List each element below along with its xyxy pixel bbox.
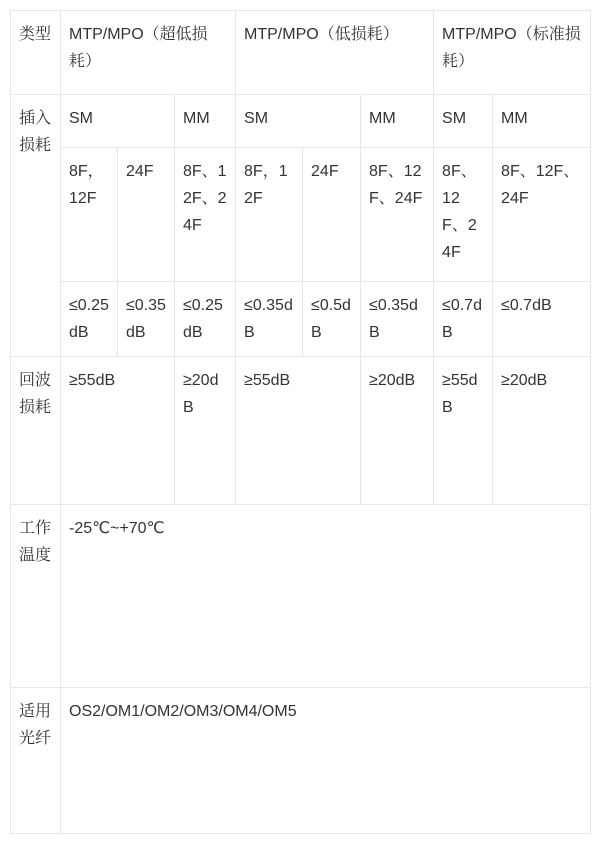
insertion-loss-value: ≤0.25dB [175,282,236,357]
standard-loss-header: MTP/MPO（标准损耗） [434,11,591,95]
mode-cell: SM [434,95,493,148]
insertion-loss-value: ≤0.35dB [361,282,434,357]
mode-cell: MM [361,95,434,148]
fiber-count-row [11,148,591,282]
insertion-loss-value: ≤0.25dB [61,282,118,357]
fiber-count-cell: 24F [303,148,361,282]
fiber-count-cell: 8F，12F [61,148,118,282]
low-loss-header: MTP/MPO（低损耗） [236,11,434,95]
return-loss-value: ≥55dB [61,357,175,505]
mode-row [11,95,591,148]
return-loss-value: ≥20dB [493,357,591,505]
mode-cell: MM [175,95,236,148]
operating-temp-row [11,505,591,688]
insertion-loss-value-row [11,282,591,357]
operating-temp-value: -25℃~+70℃ [61,505,591,688]
insertion-loss-label: 插入损耗 [11,95,61,357]
return-loss-value: ≥55dB [434,357,493,505]
operating-temp-label: 工作温度 [11,505,61,688]
return-loss-value: ≥55dB [236,357,361,505]
header-row [11,11,591,95]
return-loss-label: 回波损耗 [11,357,61,505]
mode-cell: SM [61,95,175,148]
fiber-count-cell: 8F，12F [236,148,303,282]
fiber-count-cell: 8F、12F、24F [175,148,236,282]
applicable-fiber-row [11,688,591,834]
applicable-fiber-value: OS2/OM1/OM2/OM3/OM4/OM5 [61,688,591,834]
return-loss-value: ≥20dB [175,357,236,505]
insertion-loss-value: ≤0.7dB [493,282,591,357]
fiber-count-cell: 8F、12F、24F [434,148,493,282]
insertion-loss-value: ≤0.35dB [118,282,175,357]
type-label-cell: 类型 [11,11,61,95]
ultra-low-loss-header: MTP/MPO（超低损耗） [61,11,236,95]
applicable-fiber-label: 适用光纤 [11,688,61,834]
insertion-loss-value: ≤0.35dB [236,282,303,357]
mode-cell: SM [236,95,361,148]
fiber-count-cell: 24F [118,148,175,282]
return-loss-value: ≥20dB [361,357,434,505]
insertion-loss-value: ≤0.5dB [303,282,361,357]
fiber-count-cell: 8F、12F、24F [493,148,591,282]
mode-cell: MM [493,95,591,148]
insertion-loss-value: ≤0.7dB [434,282,493,357]
fiber-count-cell: 8F、12F、24F [361,148,434,282]
return-loss-row [11,357,591,505]
spec-table [10,10,591,834]
